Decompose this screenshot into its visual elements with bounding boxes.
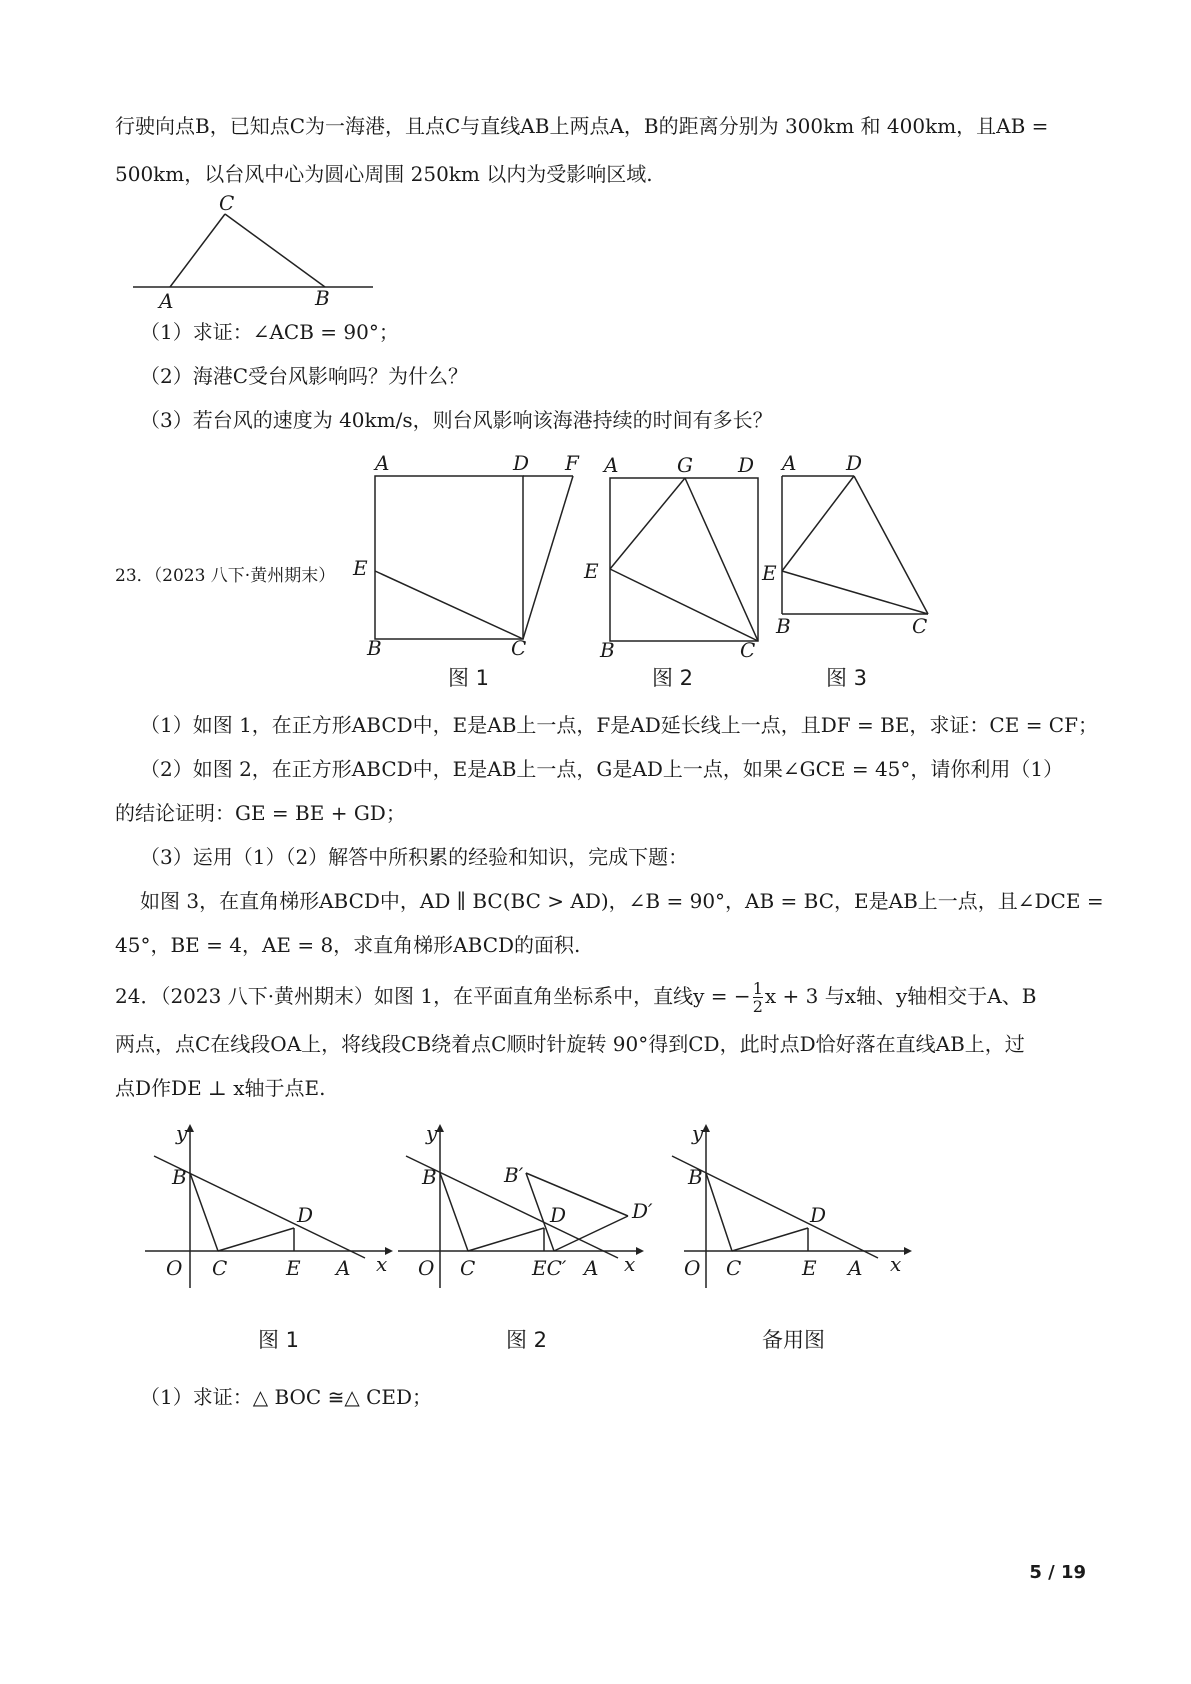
q22-sub-1: （1）求证：∠ACB = 90°；	[140, 320, 399, 344]
label-c: C	[511, 636, 527, 661]
fraction-numerator: 1	[752, 979, 763, 998]
label-c: C	[740, 638, 756, 663]
label-d: D	[513, 451, 530, 475]
q22-line-2: 500km，以台风中心为圆心周围 250km 以内为受影响区域.	[115, 162, 653, 186]
label-e: E	[584, 559, 599, 583]
axis-y-label: y	[692, 1121, 704, 1145]
q23-figure-3	[760, 448, 940, 648]
q23-figure-2	[580, 448, 775, 663]
q22-sub-3: （3）若台风的速度为 40km/s，则台风影响该海港持续的时间有多长？	[140, 408, 773, 432]
fraction-denominator: 2	[752, 997, 763, 1016]
label-d: D	[810, 1203, 827, 1227]
label-c: C	[219, 191, 235, 215]
q23-sub-3: （3）运用（1）（2）解答中所积累的经验和知识，完成下题：	[140, 845, 689, 869]
axis-x-label: x	[890, 1252, 902, 1276]
q24-line-3: 点D作DE ⊥ x轴于点E.	[115, 1076, 326, 1100]
q22-triangle-figure	[125, 190, 385, 315]
label-b: B	[315, 286, 330, 310]
q23-sub-2b: 的结论证明：GE = BE + GD；	[115, 801, 406, 825]
q24-figure-3	[660, 1120, 920, 1300]
label-b: B	[422, 1165, 437, 1189]
label-e: E	[762, 561, 777, 585]
q23-number: 23．（2023 八下·黄州期末）	[115, 566, 336, 586]
q23-caption-2: 图 2	[652, 666, 694, 690]
axis-x-label: x	[624, 1252, 636, 1276]
label-o: O	[166, 1256, 183, 1280]
label-e: E	[286, 1256, 301, 1280]
q23-caption-3: 图 3	[826, 666, 868, 690]
label-b: B	[776, 614, 791, 639]
label-o: O	[684, 1256, 701, 1280]
fraction-half	[753, 980, 763, 1015]
label-a: A	[336, 1256, 351, 1280]
label-e: E	[353, 556, 368, 580]
label-b: B	[367, 636, 382, 661]
label-d: D	[846, 451, 863, 475]
label-o: O	[418, 1256, 435, 1280]
label-a: A	[782, 451, 797, 475]
label-e: E	[802, 1256, 817, 1280]
q23-caption-1: 图 1	[448, 666, 490, 690]
q24-caption-3: 备用图	[762, 1328, 825, 1352]
label-c: C	[460, 1256, 476, 1280]
page-number: 5 / 19	[1029, 1562, 1086, 1583]
q24-line-1-pre: 24．（2023 八下·黄州期末）如图 1，在平面直角坐标系中，直线y = −	[115, 984, 751, 1008]
label-b: B	[600, 638, 615, 663]
q24-figure-2	[396, 1120, 666, 1300]
label-a: A	[584, 1256, 599, 1280]
label-f: F	[565, 451, 579, 475]
label-b-prime: B′	[504, 1163, 524, 1187]
label-b: B	[172, 1165, 187, 1189]
axis-x-label: x	[376, 1252, 388, 1276]
q24-sub-1: （1）求证：△ BOC ≅△ CED；	[140, 1385, 433, 1409]
q24-line-2: 两点，点C在线段OA上，将线段CB绕着点C顺时针旋转 90°得到CD，此时点D恰好落在直线AB上，过	[115, 1032, 1025, 1056]
label-a: A	[848, 1256, 863, 1280]
q24-figure-1	[140, 1120, 400, 1300]
label-d: D	[738, 453, 755, 477]
label-d-prime: D′	[632, 1199, 653, 1223]
q24-line-1	[115, 980, 1036, 1015]
label-g: G	[677, 453, 693, 477]
label-a: A	[159, 289, 174, 313]
label-d: D	[297, 1203, 314, 1227]
axis-y-label: y	[426, 1121, 438, 1145]
label-a: A	[604, 453, 619, 477]
q24-caption-1: 图 1	[258, 1328, 300, 1352]
label-c: C	[912, 614, 928, 639]
q23-sub-1: （1）如图 1，在正方形ABCD中，E是AB上一点，F是AD延长线上一点，且DF = BE，求证：CE = CF；	[140, 713, 1098, 737]
label-c: C	[212, 1256, 228, 1280]
q22-sub-2: （2）海港C受台风影响吗？为什么？	[140, 364, 469, 388]
label-c: C	[726, 1256, 742, 1280]
label-b: B	[688, 1165, 703, 1189]
q24-caption-2: 图 2	[506, 1328, 548, 1352]
q23-sub-2a: （2）如图 2，在正方形ABCD中，E是AB上一点，G是AD上一点，如果∠GCE = 45°，请你利用（1）	[140, 757, 1064, 781]
label-a: A	[375, 451, 390, 475]
label-d: D	[550, 1203, 567, 1227]
q23-sub-3b: 45°，BE = 4，AE = 8，求直角梯形ABCD的面积.	[115, 933, 581, 957]
q24-line-1-post: x + 3 与x轴、y轴相交于A、B	[764, 984, 1037, 1008]
label-e-c-prime: EC′	[532, 1256, 567, 1280]
q23-sub-3a: 如图 3，在直角梯形ABCD中，AD ∥ BC(BC > AD)，∠B = 90°，AB = BC，E是AB上一点，且∠DCE =	[140, 889, 1104, 913]
q23-figure-1	[345, 448, 595, 661]
q22-line-1: 行驶向点B，已知点C为一海港，且点C与直线AB上两点A，B的距离分别为 300km 和 400km，且AB =	[115, 114, 1049, 138]
axis-y-label: y	[176, 1121, 188, 1145]
